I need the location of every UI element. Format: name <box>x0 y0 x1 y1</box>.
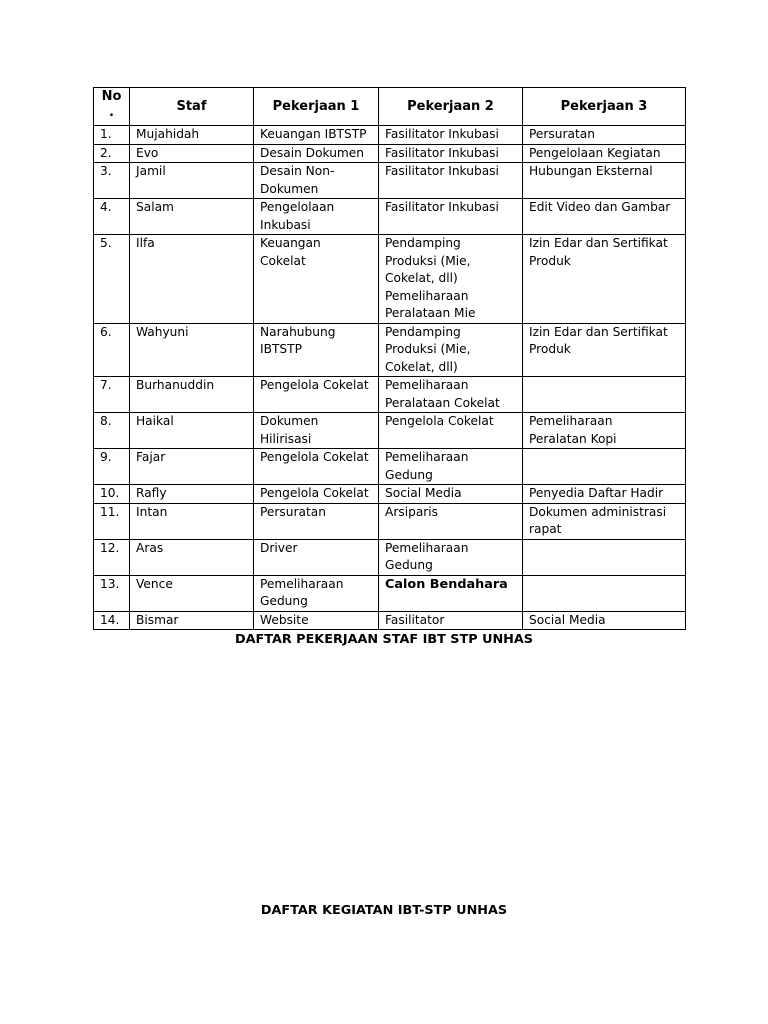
cell-staf: Haikal <box>130 413 254 449</box>
cell-pekerjaan-2: Fasilitator Inkubasi <box>379 163 523 199</box>
cell-pekerjaan-1: Pengelola Cokelat <box>254 377 379 413</box>
table-row <box>94 485 686 504</box>
table-caption: DAFTAR PEKERJAAN STAF IBT STP UNHAS <box>234 632 534 647</box>
cell-pekerjaan-2: Fasilitator Inkubasi <box>379 126 523 145</box>
table-row <box>94 377 686 413</box>
staff-job-table <box>93 87 686 630</box>
cell-staf: Mujahidah <box>130 126 254 145</box>
cell-pekerjaan-1: Pengelola Cokelat <box>254 485 379 504</box>
cell-pekerjaan-1: Pengelolaan Inkubasi <box>254 199 379 235</box>
cell-no: 6. <box>94 323 130 377</box>
table-row <box>94 199 686 235</box>
activities-title: DAFTAR KEGIATAN IBT-STP UNHAS <box>260 903 508 918</box>
cell-staf: Intan <box>130 503 254 539</box>
cell-pekerjaan-3 <box>523 539 686 575</box>
cell-pekerjaan-3: Izin Edar dan Sertifikat Produk <box>523 235 686 324</box>
cell-no: 10. <box>94 485 130 504</box>
cell-pekerjaan-1: Keuangan IBTSTP <box>254 126 379 145</box>
cell-no: 8. <box>94 413 130 449</box>
cell-staf: Aras <box>130 539 254 575</box>
table-row <box>94 503 686 539</box>
cell-pekerjaan-2: Arsiparis <box>379 503 523 539</box>
table-row <box>94 575 686 611</box>
cell-staf: Rafly <box>130 485 254 504</box>
header-staf: Staf <box>130 88 254 126</box>
cell-pekerjaan-1: Keuangan Cokelat <box>254 235 379 324</box>
cell-staf: Jamil <box>130 163 254 199</box>
cell-no: 2. <box>94 144 130 163</box>
cell-pekerjaan-1: Driver <box>254 539 379 575</box>
cell-pekerjaan-2: Pengelola Cokelat <box>379 413 523 449</box>
cell-staf: Evo <box>130 144 254 163</box>
cell-pekerjaan-2: Fasilitator Inkubasi <box>379 144 523 163</box>
cell-pekerjaan-2: Pendamping Produksi (Mie, Cokelat, dll) <box>379 323 523 377</box>
cell-no: 14. <box>94 611 130 630</box>
cell-staf: Salam <box>130 199 254 235</box>
cell-pekerjaan-3: Pemeliharaan Peralatan Kopi <box>523 413 686 449</box>
cell-no: 5. <box>94 235 130 324</box>
cell-pekerjaan-3: Social Media <box>523 611 686 630</box>
cell-no: 7. <box>94 377 130 413</box>
cell-pekerjaan-2: Pemeliharaan Peralataan Cokelat <box>379 377 523 413</box>
cell-pekerjaan-3 <box>523 377 686 413</box>
cell-no: 3. <box>94 163 130 199</box>
table-row <box>94 126 686 145</box>
cell-pekerjaan-3 <box>523 449 686 485</box>
cell-no: 1. <box>94 126 130 145</box>
table-row <box>94 539 686 575</box>
cell-pekerjaan-2: Pemeliharaan Gedung <box>379 539 523 575</box>
cell-staf: Fajar <box>130 449 254 485</box>
cell-pekerjaan-1: Desain Non- Dokumen <box>254 163 379 199</box>
cell-pekerjaan-1: Website <box>254 611 379 630</box>
cell-pekerjaan-1: Persuratan <box>254 503 379 539</box>
cell-staf: Wahyuni <box>130 323 254 377</box>
cell-pekerjaan-2: Fasilitator Inkubasi <box>379 199 523 235</box>
cell-pekerjaan-3 <box>523 575 686 611</box>
cell-pekerjaan-3: Pengelolaan Kegiatan <box>523 144 686 163</box>
cell-pekerjaan-2: Pemeliharaan Gedung <box>379 449 523 485</box>
cell-pekerjaan-2: Pendamping Produksi (Mie, Cokelat, dll) Pemeliharaan Peralataan Mie <box>379 235 523 324</box>
header-pekerjaan-3: Pekerjaan 3 <box>523 88 686 126</box>
table-row <box>94 449 686 485</box>
table-row <box>94 413 686 449</box>
cell-staf: Ilfa <box>130 235 254 324</box>
cell-pekerjaan-3: Persuratan <box>523 126 686 145</box>
cell-pekerjaan-3: Penyedia Daftar Hadir <box>523 485 686 504</box>
cell-pekerjaan-1: Narahubung IBTSTP <box>254 323 379 377</box>
table-row <box>94 163 686 199</box>
cell-pekerjaan-1: Dokumen Hilirisasi <box>254 413 379 449</box>
cell-staf: Vence <box>130 575 254 611</box>
table-body <box>94 126 686 630</box>
cell-staf: Bismar <box>130 611 254 630</box>
header-no: No . <box>94 88 130 126</box>
cell-pekerjaan-1: Pemeliharaan Gedung <box>254 575 379 611</box>
cell-pekerjaan-3: Dokumen administrasi rapat <box>523 503 686 539</box>
table-row <box>94 611 686 630</box>
cell-pekerjaan-1: Desain Dokumen <box>254 144 379 163</box>
cell-no: 11. <box>94 503 130 539</box>
cell-pekerjaan-1: Pengelola Cokelat <box>254 449 379 485</box>
cell-no: 12. <box>94 539 130 575</box>
table-row <box>94 323 686 377</box>
header-pekerjaan-1: Pekerjaan 1 <box>254 88 379 126</box>
cell-no: 13. <box>94 575 130 611</box>
cell-pekerjaan-3: Edit Video dan Gambar <box>523 199 686 235</box>
cell-staf: Burhanuddin <box>130 377 254 413</box>
table-row <box>94 235 686 324</box>
table-header-row <box>94 88 686 126</box>
cell-pekerjaan-3: Izin Edar dan Sertifikat Produk <box>523 323 686 377</box>
cell-pekerjaan-2: Calon Bendahara <box>379 575 523 611</box>
cell-pekerjaan-2: Fasilitator <box>379 611 523 630</box>
cell-pekerjaan-3: Hubungan Eksternal <box>523 163 686 199</box>
header-pekerjaan-2: Pekerjaan 2 <box>379 88 523 126</box>
cell-no: 9. <box>94 449 130 485</box>
table-row <box>94 144 686 163</box>
cell-pekerjaan-2: Social Media <box>379 485 523 504</box>
cell-no: 4. <box>94 199 130 235</box>
